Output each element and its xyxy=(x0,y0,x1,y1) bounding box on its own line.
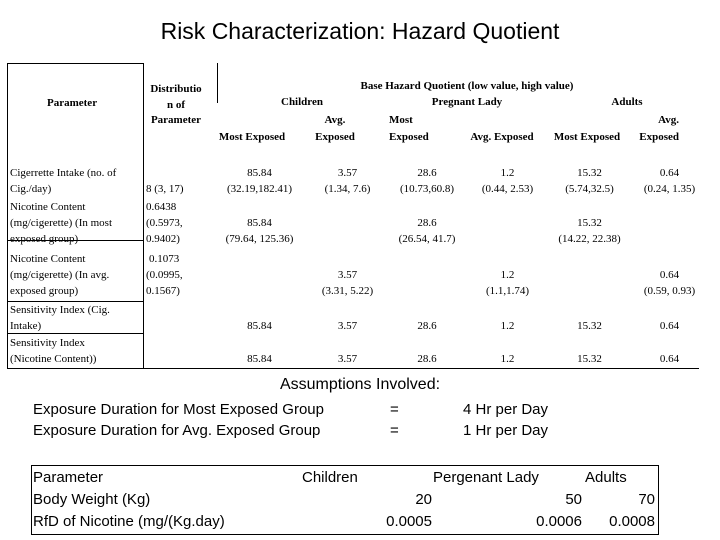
header-child-most-exposed: Most Exposed xyxy=(218,131,286,143)
row4-param-1: Sensitivity Index (Cig. xyxy=(10,304,110,316)
header-parameter: Parameter xyxy=(47,97,98,109)
header-child-exposed: Exposed xyxy=(315,131,355,143)
header-base-hq: Base Hazard Quotient (low value, high value) xyxy=(360,80,574,92)
table-border-top xyxy=(7,63,143,64)
header-distribution-3: Parameter xyxy=(150,114,202,126)
t2-header-children: Children xyxy=(302,469,358,486)
table-divider-dist xyxy=(217,63,218,103)
hazard-quotient-table xyxy=(7,63,699,368)
assumptions-heading: Assumptions Involved: xyxy=(279,376,441,393)
t2-row2-children: 0.0005 xyxy=(386,513,432,530)
row5-child-avg: 3.57 xyxy=(337,353,358,365)
row3-preg-avg-range: (1.1,1.74) xyxy=(485,285,530,297)
row2-param-3: exposed group) xyxy=(10,233,79,245)
row1-param-1: Cigerrette Intake (no. of xyxy=(10,167,117,179)
header-distribution-2: n of xyxy=(166,99,186,111)
row5-child-most: 85.84 xyxy=(247,353,272,365)
t2-header-pregnant: Pergenant Lady xyxy=(433,469,539,486)
header-children: Children xyxy=(281,96,323,108)
row1-preg-avg-range: (0.44, 2.53) xyxy=(481,183,534,195)
row5-preg-avg: 1.2 xyxy=(500,353,515,365)
row2-child-most: 85.84 xyxy=(247,217,272,229)
assumption-1-eq: = xyxy=(390,401,399,418)
row2-adult-most-range: (14.22, 22.38) xyxy=(558,233,621,245)
row3-dist-1: 0.1073 xyxy=(149,253,180,265)
row4-adult-avg: 0.64 xyxy=(659,320,680,332)
row1-preg-most: 28.6 xyxy=(417,167,437,179)
table-border-bottom xyxy=(7,368,699,369)
row1-preg-avg: 1.2 xyxy=(500,167,515,179)
row4-child-most: 85.84 xyxy=(247,320,272,332)
assumption-2-value: 1 Hr per Day xyxy=(463,422,549,439)
header-child-avg: Avg. xyxy=(324,114,346,126)
row2-dist-2: (0.5973, xyxy=(146,217,183,229)
assumption-2-eq: = xyxy=(390,422,399,439)
header-preg-avg-exposed: Avg. Exposed xyxy=(470,131,534,143)
t2-row1-pregnant: 50 xyxy=(565,491,582,508)
row3-adult-avg: 0.64 xyxy=(659,269,680,281)
page-title: Risk Characterization: Hazard Quotient xyxy=(160,18,560,44)
assumption-2-label: Exposure Duration for Avg. Exposed Group xyxy=(33,422,321,439)
row4-param-2: Intake) xyxy=(10,320,42,332)
row2-child-most-range: (79.64, 125.36) xyxy=(225,233,294,245)
row3-param-2: (mg/cigerette) (In avg. xyxy=(10,269,110,281)
t2-header-parameter: Parameter xyxy=(33,469,104,486)
row2-preg-most: 28.6 xyxy=(417,217,437,229)
row5-param-1: Sensitivity Index xyxy=(10,337,85,349)
row4-preg-avg: 1.2 xyxy=(500,320,515,332)
header-pregnant-lady: Pregnant Lady xyxy=(431,96,503,108)
t2-row2-label: RfD of Nicotine (mg/(Kg.day) xyxy=(33,513,225,530)
row3-param-3: exposed group) xyxy=(10,285,79,297)
row1-child-avg: 3.57 xyxy=(337,167,358,179)
t2-row2-pregnant: 0.0006 xyxy=(536,513,582,530)
t2-header-adults: Adults xyxy=(585,469,627,486)
row5-adult-most: 15.32 xyxy=(577,353,602,365)
row3-child-avg-range: (3.31, 5.22) xyxy=(321,285,374,297)
row1-adult-avg: 0.64 xyxy=(659,167,680,179)
header-adult-avg: Avg. xyxy=(658,114,679,126)
row5-preg-most: 28.6 xyxy=(417,353,437,365)
header-preg-exposed: Exposed xyxy=(389,131,429,143)
row4-adult-most: 15.32 xyxy=(577,320,602,332)
t2-row1-label: Body Weight (Kg) xyxy=(33,491,151,508)
row3-dist-3: 0.1567) xyxy=(146,285,180,297)
row1-child-most: 85.84 xyxy=(247,167,272,179)
row3-dist-2: (0.0995, xyxy=(146,269,183,281)
row1-child-avg-range: (1.34, 7.6) xyxy=(324,183,371,195)
row3-param-1: Nicotine Content xyxy=(10,253,86,265)
row2-preg-most-range: (26.54, 41.7) xyxy=(398,233,456,245)
header-preg-most: Most xyxy=(389,114,413,126)
row1-child-most-range: (32.19,182.41) xyxy=(226,183,293,195)
table-divider-param xyxy=(143,63,144,368)
row1-adult-most-range: (5.74,32.5) xyxy=(565,183,614,195)
row1-dist: 8 (3, 17) xyxy=(146,183,184,195)
parameters-table xyxy=(31,465,659,535)
assumption-1-label: Exposure Duration for Most Exposed Group xyxy=(33,401,324,418)
row1-preg-most-range: (10.73,60.8) xyxy=(399,183,455,195)
row3-adult-avg-range: (0.59, 0.93) xyxy=(643,285,696,297)
row2-adult-most: 15.32 xyxy=(577,217,602,229)
row2-dist-1: 0.6438 xyxy=(146,201,177,213)
row5-adult-avg: 0.64 xyxy=(659,353,680,365)
t2-row1-children: 20 xyxy=(415,491,432,508)
assumption-1-value: 4 Hr per Day xyxy=(463,401,549,418)
row3-child-avg: 3.57 xyxy=(337,269,358,281)
row3-preg-avg: 1.2 xyxy=(500,269,515,281)
header-distribution-1: Distributio xyxy=(150,83,202,95)
row1-param-2: Cig./day) xyxy=(10,183,52,195)
row2-param-1: Nicotine Content xyxy=(10,201,86,213)
header-adult-exposed: Exposed xyxy=(639,131,679,143)
row4-child-avg: 3.57 xyxy=(337,320,358,332)
header-adult-most-exposed: Most Exposed xyxy=(553,131,621,143)
row5-param-2: (Nicotine Content)) xyxy=(10,353,97,365)
header-adults: Adults xyxy=(611,96,643,108)
row2-dist-3: 0.9402) xyxy=(146,233,180,245)
row1-adult-avg-range: (0.24, 1.35) xyxy=(643,183,696,195)
table-border-left xyxy=(7,63,8,368)
row1-adult-most: 15.32 xyxy=(577,167,602,179)
t2-row1-adults: 70 xyxy=(638,491,655,508)
t2-row2-adults: 0.0008 xyxy=(609,513,655,530)
row2-param-2: (mg/cigerette) (In most xyxy=(10,217,113,229)
row4-preg-most: 28.6 xyxy=(417,320,437,332)
